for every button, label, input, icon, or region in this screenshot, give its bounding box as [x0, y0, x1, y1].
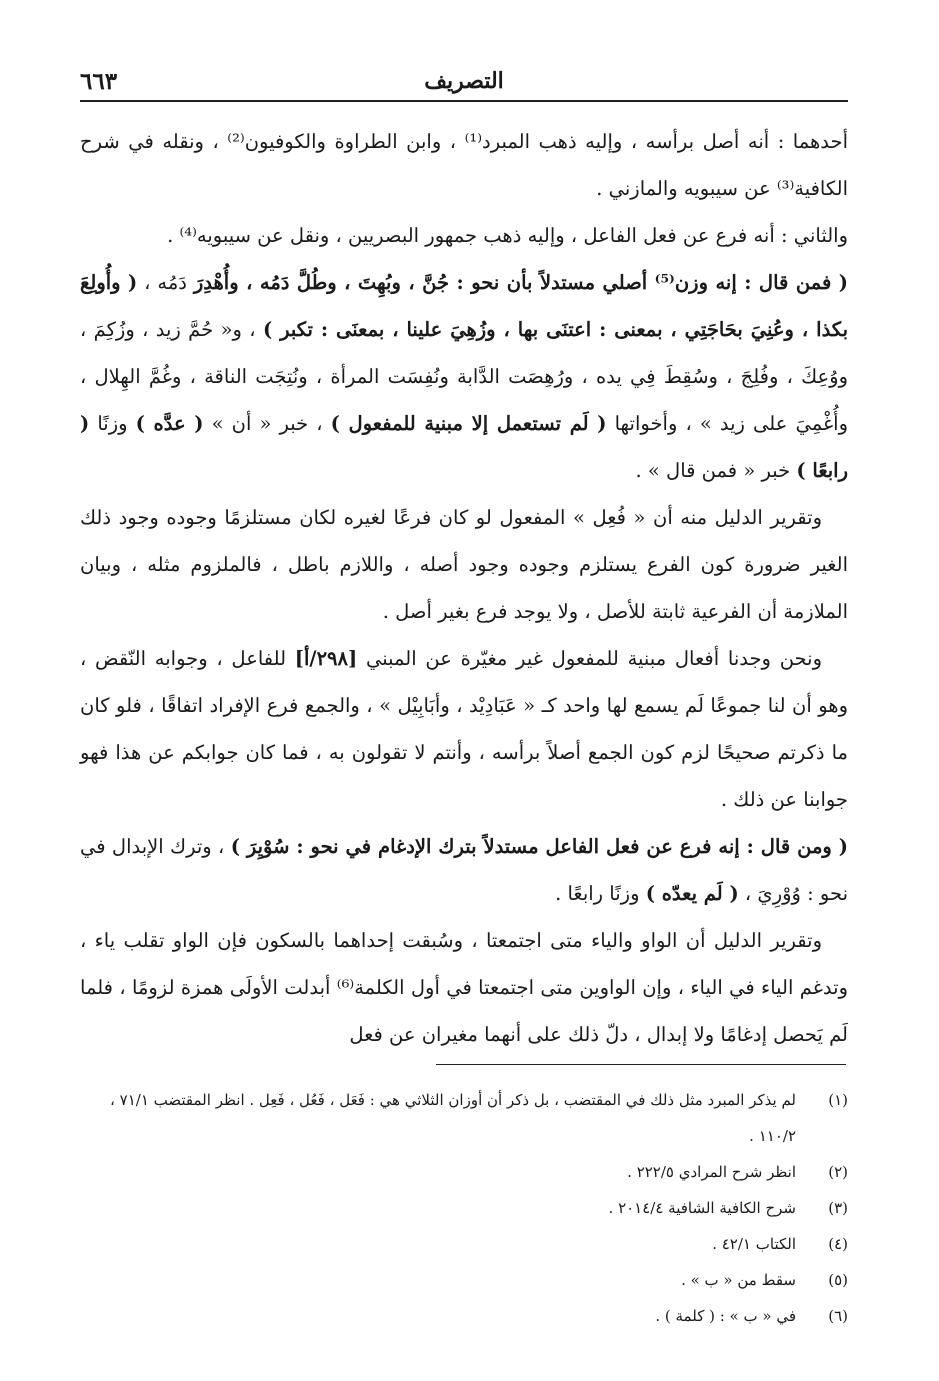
footnote-text: شرح الكافية الشافية ٢٠١٤/٤ . — [608, 1199, 796, 1217]
quoted-matn: ( لَم يعدّه ) — [645, 882, 739, 905]
footnote-text: في « ب » : ( كلمة ) . — [655, 1307, 796, 1325]
footnote-number: (٢) — [828, 1163, 848, 1181]
footnote-text: سقط من « ب » . — [681, 1271, 796, 1289]
paragraph-4: وتقرير الدليل منه أن « فُعِل » المفعول لو كان فرعًا لغيره لكان مستلزمًا وجوده وجود ذلك الغير ضرورة كون الفرع يستلزم وجوده وجود أصله ، واللازم باطل ، فالملزوم مثله ، وبيان الملازمة أن الفرعية ثابتة للأصل ، ولا يوجد فرع بغير أصل . — [80, 506, 848, 623]
main-text — [80, 118, 848, 1058]
footnote — [80, 1190, 848, 1226]
commentary-text: ، و« حُمَّ زيد ، وزُكِمَ ، ووُعِكَ ، وفُلِجَ ، وسُقِطَ فِي يده ، ورُهِصَت الدَّابة ونُفِسَت المرأة ، ونُتِجَت الناقة ، وغُمَّ الهِلال ، وأُغْمِيَ على زيد » ، وأخواتها — [80, 318, 849, 435]
footnote-text: لم يذكر المبرد مثل ذلك في المقتضب ، بل ذكر أن أوزان الثلاثي هي : فَعَل ، فَعُل ، فَعِل . انظر المقتضب ٧١/١ ، ١١٠/٢ . — [110, 1091, 796, 1145]
manuscript-folio-ref: [٢٩٨/أ] — [294, 647, 358, 670]
page-number: ٦٦٣ — [80, 68, 118, 95]
quoted-matn: ( لَم تستعمل إلا مبنية للمفعول ) — [330, 412, 607, 435]
commentary-text: خبر « فمن قال » . — [635, 459, 797, 482]
commentary-text: ، خبر « أن » — [203, 412, 331, 435]
quoted-matn: ( وأُولِعَ بكذا ، وعُنِيَ بحَاجَتِي ، بمعنى : اعتنَى بها ، وزُهِيَ علينا ، بمعنَى : تكبر ) — [80, 271, 848, 341]
paragraph-2: والثاني : أنه فرع عن فعل الفاعل ، وإليه ذهب جمهور البصريين ، ونقل عن سيبويه⁽⁴⁾ . — [167, 224, 848, 247]
paragraph-1: أحدهما : أنه أصل برأسه ، وإليه ذهب المبرد⁽¹⁾ ، وابن الطراوة والكوفيون⁽²⁾ ، ونقله في شرح الكافية⁽³⁾ عن سيبويه والمازني . — [80, 130, 848, 200]
quoted-matn: ( ومن قال : إنه فرع عن فعل الفاعل مستدلاً بترك الإدغام في نحو : سُوْيِرَ ) — [230, 835, 848, 858]
paragraph-7: وتقرير الدليل أن الواو والياء متى اجتمعتا ، وسُبقت إحداهما بالسكون فإن الواو تقلب ياء ، وتدغم الياء في الياء ، وإن الواوين متى اجتمعتا في أول الكلمة⁽⁶⁾ أبدلت الأولَى همزة لزومًا ، فلما لَم يَحصل إدغامًا ولا إبدال ، دلّ ذلك على أنهما مغيران عن فعل — [80, 929, 848, 1046]
paragraph-6 — [80, 823, 848, 917]
footnote-text: الكتاب ٤٢/١ . — [712, 1235, 796, 1253]
commentary-text: دَمُه ، — [137, 271, 194, 294]
paragraph-5 — [80, 635, 848, 823]
running-title: التصريف — [424, 68, 504, 94]
footnote-number: (٦) — [828, 1307, 848, 1325]
footnote-number: (٥) — [828, 1271, 848, 1289]
footnote — [80, 1226, 848, 1262]
footnotes — [80, 1082, 848, 1334]
commentary-text: للفاعل ، وجوابه النّقض ، وهو أن لنا جموعًا لَم يسمع لها واحد كـ « عَبَادِيْد ، وأبَابِيْل » ، والجمع فرع الإفراد اتفاقًا ، فلو كان ما ذكرتم صحيحًا لزم كون الجمع أصلاً برأسه ، وأنتم لا تقولون به ، فما كان جوابكم عن هذا فهو جوابنا عن ذلك . — [80, 647, 848, 811]
footnote-number: (١) — [828, 1091, 848, 1109]
footnote — [80, 1082, 848, 1154]
quoted-matn: ( عدَّه ) — [135, 412, 204, 435]
footnote — [80, 1154, 848, 1190]
commentary-text: وزنًا رابعًا . — [555, 882, 646, 905]
commentary-text: ، وترك الإبدال في نحو : وُوْرِيَ ، — [80, 835, 848, 905]
footnote-separator — [436, 1064, 846, 1065]
footnote-text: انظر شرح المرادي ٢٢٢/٥ . — [627, 1163, 796, 1181]
paragraph-3 — [80, 259, 848, 494]
footnote-number: (٣) — [828, 1199, 848, 1217]
commentary-text: ونحن وجدنا أفعال مبنية للمفعول غير مغيّرة عن المبني — [357, 647, 822, 670]
quoted-matn: ( رابعًا ) — [80, 412, 848, 482]
footnote — [80, 1298, 848, 1334]
quoted-matn: ( فمن قال : إنه وزن⁽⁵⁾ أصلي مستدلاً بأن نحو : جُنَّ ، وبُهِتَ ، وطُلَّ دَمُه ، وأُهْدِرَ — [193, 271, 848, 294]
footnote-number: (٤) — [828, 1235, 848, 1253]
footnote — [80, 1262, 848, 1298]
running-header — [80, 68, 848, 102]
commentary-text: وزنًا — [89, 412, 136, 435]
